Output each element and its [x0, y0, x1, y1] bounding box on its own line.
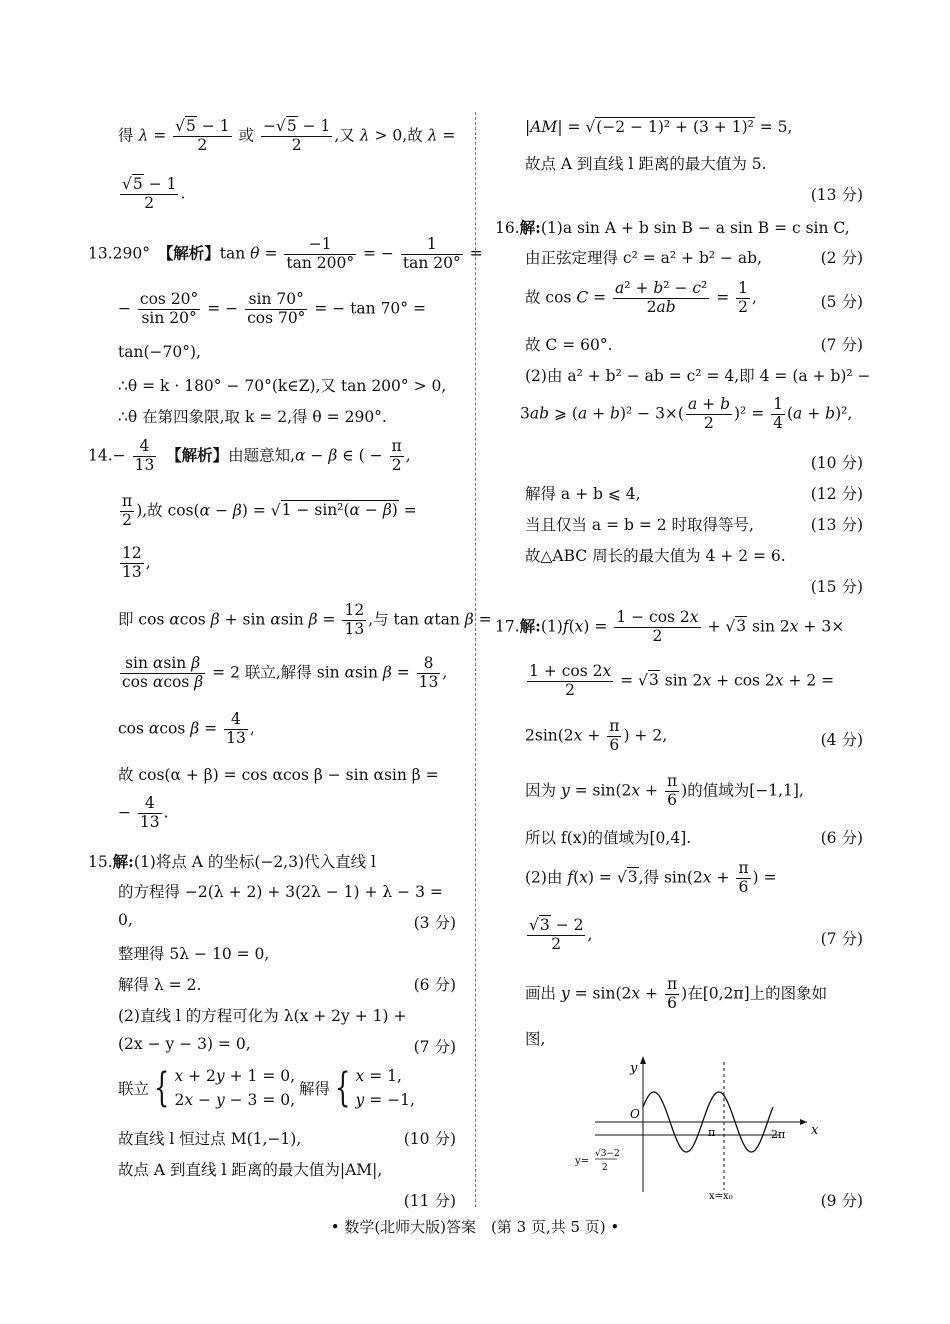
q15-line8: 联立 { x + 2y + 1 = 0, 2x − y − 3 = 0, 解得 { x = 1, y = −1, — [118, 1065, 415, 1111]
q15-line5: 解得 λ = 2. (6 分) — [118, 976, 456, 994]
q17-line9: 图, — [525, 1030, 546, 1048]
q13-line3: tan(−70°), — [118, 343, 201, 361]
sine-graph — [575, 1052, 835, 1202]
q16-line3: 故 cos C = $\frac{\text{a² + b² − c²}}{2ab}$ = $\frac{1}{2}$ , (5 分) — [525, 279, 863, 316]
q17-line6: (2)由 f(x) = √3,得 sin(2x + $\frac{\pi}{6}$ ) = — [525, 859, 777, 896]
q17-line4: 因为 y = sin(2x + $\frac{\pi}{6}$ )的值域为[−1,1], — [525, 772, 804, 809]
q13-line5: ∴θ 在第四象限,取 k = 2,得 θ = 290°. — [118, 408, 387, 426]
text-line: 得 λ = $\frac{√5 - 1}{2}$ 或 $\frac{-√5 - 1}{2}$ ,又 λ > 0,故 λ = — [118, 117, 456, 154]
q17-line7: $\frac{√3 - 2}{2}$ , (7 分) — [529, 916, 863, 953]
hline-label-prefix: y= — [575, 1156, 590, 1167]
q16-line1: 16.解:(1)a sin A + b sin B − a sin B = c sin C, — [495, 218, 850, 237]
hline-label-num: √3−2 — [595, 1149, 620, 1159]
x-axis-arrow — [800, 1119, 807, 1125]
q14-line5: $\frac{\text{sin αsin β}}{\text{cos αcos β}}$ = 2 联立,解得 sin αsin β = $\frac{8}{13}$ , — [122, 654, 448, 691]
q16-line5: (2)由 a² + b² − ab = c² = 4,即 4 = (a + b)² − — [525, 367, 871, 385]
q15-line10: 故点 A 到直线 l 距离的最大值为|AM|, — [118, 1161, 383, 1179]
q14-line1: 14.− $\frac{4}{13}$ 【解析】由题意知,α − β ∈ ( − $\frac{\pi}{2}$ , — [88, 437, 411, 474]
column-divider — [475, 112, 476, 1207]
q16-line6: 3ab ⩾ (a + b)² − 3×( $\frac{a + b}{2}$ )² = $\frac{1}{4}$ (a + b)², — [520, 395, 853, 432]
q13-line4: ∴θ = k · 180° − 70°(k∈Z),又 tan 200° > 0, — [118, 377, 447, 395]
q13-line1: 13.290° 【解析】tan θ = $\frac{-1}{\tan 200^\circ}$ = − $\frac{1}{\tan 20^\circ}$ = — [88, 235, 483, 272]
x-axis-label: x — [811, 1123, 819, 1138]
q15-line1: 15.解:(1)将点 A 的坐标(−2,3)代入直线 l — [88, 852, 377, 871]
q17-line2: $\frac{1 + \cos 2x}{2}$ = √3 sin 2x + cos 2x + 2 = — [529, 662, 835, 699]
q15-line2: 的方程得 −2(λ + 2) + 3(2λ − 1) + λ − 3 = — [118, 883, 443, 901]
hline-label-den: 2 — [602, 1163, 608, 1173]
q16-line8: 解得 a + b ⩽ 4, (12 分) — [525, 485, 863, 503]
q14-line3: $\frac{12}{13}$ , — [122, 544, 151, 581]
q14-line7: 故 cos(α + β) = cos αcos β − sin αsin β = — [118, 766, 439, 784]
q15-line4: 整理得 5λ − 10 = 0, — [118, 945, 270, 963]
y-axis-label: y — [630, 1061, 638, 1076]
r-line1: |AM| = √(−2 − 1)² + (3 + 1)² = 5, — [525, 118, 793, 136]
r-line2: 故点 A 到直线 l 距离的最大值为 5. — [525, 155, 767, 173]
q14-line2: $\frac{\pi}{2}$ ),故 cos(α − β) = √1 − sin²(α − β) = — [122, 492, 417, 529]
q14-line8: − $\frac{4}{13}$ . — [118, 794, 169, 831]
text-line: $\frac{√5 - 1}{2}$ . — [122, 175, 186, 212]
q16-line10: 故△ABC 周长的最大值为 4 + 2 = 6. — [525, 547, 786, 565]
q13-line2: − $\frac{\cos 20^\circ}{\sin 20^\circ}$ = − $\frac{\sin 70^\circ}{\cos 70^\circ}$ = − tan 70° = — [118, 290, 426, 327]
q14-line4: 即 cos αcos β + sin αsin β = $\frac{12}{13}$ ,与 tan αtan β = — [118, 601, 492, 638]
q17-line5: 所以 f(x)的值域为[0,4]. (6 分) — [525, 829, 863, 847]
q15-line7: (2x − y − 3) = 0, (7 分) — [118, 1035, 456, 1056]
q16-line4: 故 C = 60°. (7 分) — [525, 336, 863, 354]
y-axis-arrow — [640, 1056, 646, 1064]
q15-line3: 0, (3 分) — [118, 911, 456, 932]
q17-line8: 画出 y = sin(2x + $\frac{\pi}{6}$ )在[0,2π]上的图象如 — [525, 975, 828, 1012]
q16-line2: 由正弦定理得 c² = a² + b² − ab, (2 分) — [525, 249, 863, 267]
page-footer: • 数学(北师大版)答案 (第 3 页,共 5 页) • — [330, 1218, 620, 1236]
q15-line6: (2)直线 l 的方程可化为 λ(x + 2y + 1) + — [118, 1007, 407, 1025]
pi-label: π — [708, 1126, 716, 1139]
q15-line9: 故直线 l 恒过点 M(1,−1), (10 分) — [118, 1130, 456, 1148]
q17-line1: 17.解:(1)f(x) = $\frac{1 - \cos 2x}{2}$ + √3 sin 2x + 3× — [495, 608, 845, 645]
vline-label: x=x₀ — [709, 1191, 733, 1202]
q16-line9: 当且仅当 a = b = 2 时取得等号, (13 分) — [525, 516, 863, 534]
origin-label: O — [630, 1107, 640, 1121]
q17-line3: 2sin(2x + $\frac{\pi}{6}$ ) + 2, (4 分) — [525, 717, 863, 754]
two-pi-label: 2π — [771, 1128, 786, 1141]
q14-line6: cos αcos β = $\frac{4}{13}$ , — [118, 710, 255, 747]
